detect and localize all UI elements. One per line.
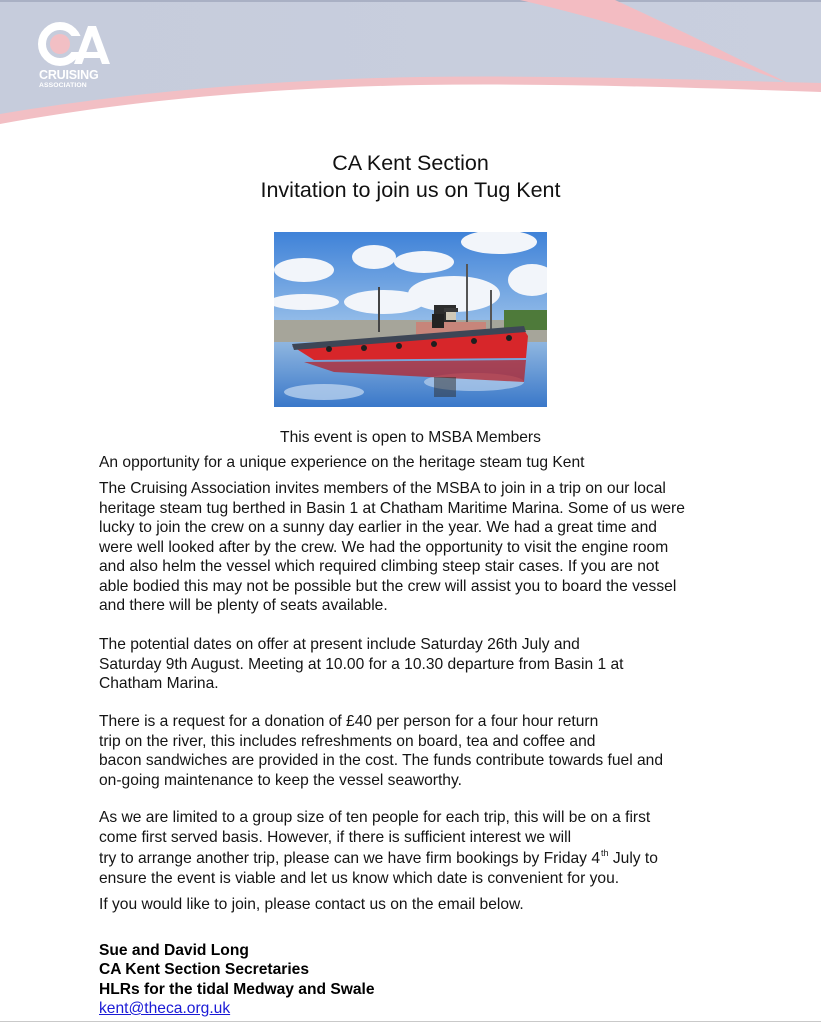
paragraph-line: heritage steam tug berthed in Basin 1 at Chatham Maritime Marina. Some of us were xyxy=(99,499,685,517)
tug-kent-photo xyxy=(274,232,547,407)
paragraph-line: come first served basis. However, if there is sufficient interest we will xyxy=(99,828,572,846)
paragraph-line: There is a request for a donation of £40 per person for a four hour return xyxy=(99,713,599,730)
email-link[interactable]: kent@theca.org.uk xyxy=(99,1000,231,1017)
red-steam-tug-photo xyxy=(274,232,547,407)
paragraph-line: were well looked after by the crew. We had the opportunity to visit the engine room xyxy=(99,538,669,556)
paragraph-line: on-going maintenance to keep the vessel seaworthy. xyxy=(99,771,462,789)
document-title: CA Kent Section xyxy=(332,151,489,175)
document-subtitle: Invitation to join us on Tug Kent xyxy=(260,178,561,202)
signature-hlr: HLRs for the tidal Medway and Swale xyxy=(99,980,375,998)
banner-top-rule xyxy=(0,0,821,2)
ca-logo-mark xyxy=(38,22,112,68)
paragraph-line: able bodied this may not be possible but the crew will assist you to board the vessel xyxy=(99,577,677,595)
paragraph-line: The potential dates on offer at present include Saturday 26th July and xyxy=(99,636,580,653)
banner-graphic xyxy=(0,0,821,130)
contact-instruction: If you would like to join, please contact us on the email below. xyxy=(99,896,524,913)
paragraph-line-booking-deadline xyxy=(99,849,658,870)
paragraph-line: Chatham Marina. xyxy=(99,675,219,692)
paragraph-line: As we are limited to a group size of ten people for each trip, this will be on a first xyxy=(99,809,651,826)
logo-word-cruising: CRUISING xyxy=(39,68,99,82)
paragraph-line: trip on the river, this includes refreshments on board, tea and coffee and xyxy=(99,732,596,750)
event-headline: An opportunity for a unique experience on the heritage steam tug Kent xyxy=(99,454,585,471)
paragraph-line: and there will be plenty of seats available. xyxy=(99,597,388,614)
letterhead-banner xyxy=(0,0,821,130)
booking-text-end: July to xyxy=(608,850,658,867)
event-audience-note: This event is open to MSBA Members xyxy=(280,429,541,446)
paragraph-line: bacon sandwiches are provided in the cost. The funds contribute towards fuel and xyxy=(99,752,664,769)
paragraph-line: Saturday 9th August. Meeting at 10.00 for a 10.30 departure from Basin 1 at xyxy=(99,655,624,673)
paragraph-line: The Cruising Association invites members of the MSBA to join in a trip on our local xyxy=(99,480,666,497)
paragraph-line: and also helm the vessel which required climbing steep stair cases. If you are not xyxy=(99,558,659,575)
page-bottom-rule xyxy=(0,1021,821,1022)
cruising-association-logo xyxy=(38,22,112,94)
paragraph-line: ensure the event is viable and let us know which date is convenient for you. xyxy=(99,870,620,887)
paragraph-line: lucky to join the crew on a sunny day earlier in the year. We had a great time and xyxy=(99,519,657,536)
signature-role: CA Kent Section Secretaries xyxy=(99,961,310,978)
booking-text: try to arrange another trip, please can we have firm bookings by Friday 4 xyxy=(99,850,600,867)
signature-names: Sue and David Long xyxy=(99,941,249,959)
ordinal-superscript: th xyxy=(601,848,609,858)
logo-word-association: ASSOCIATION xyxy=(39,82,87,89)
